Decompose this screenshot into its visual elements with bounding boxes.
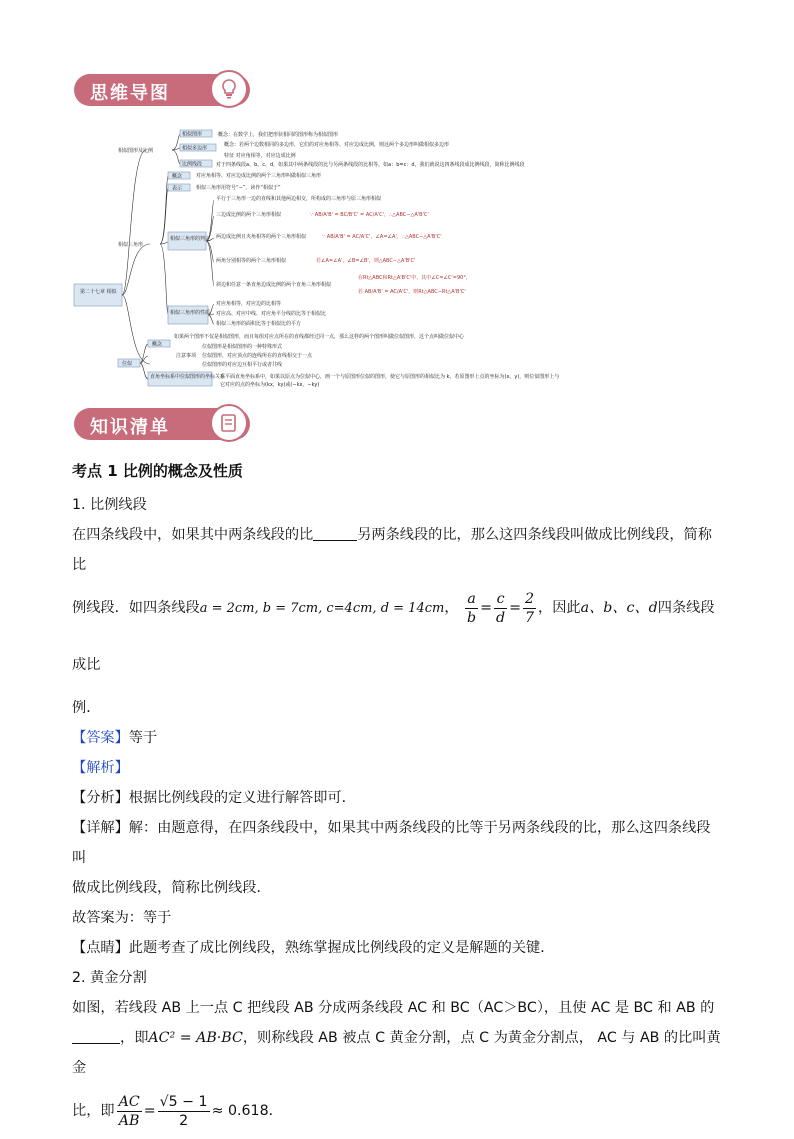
paragraph: 如图，若线段 AB 上一点 C 把线段 AB 分成两条线段 AC 和 BC（AC＞BC），且使 AC 是 BC 和 AB 的: [72, 1000, 715, 1016]
svg-text:若∠A=∠A'，∠B=∠B'，则△ABC∽△A'B'C': 若∠A=∠A'，∠B=∠B'，则△ABC∽△A'B'C': [316, 258, 416, 264]
mindmap-banner: [74, 74, 250, 106]
mindmap-root-box: [74, 284, 122, 306]
paragraph: 在四条线段中，如果其中两条线段的比 另两条线段的比，那么这四条线段叫做成比例线段，简称比: [72, 527, 712, 573]
svg-text:对应角相等，对应边的比相等: 对应角相等，对应边的比相等: [216, 301, 282, 307]
svg-text:特征 对应角相等，对应边成比例: 特征 对应角相等，对应边成比例: [224, 153, 296, 159]
svg-text:注意事项: 注意事项: [176, 353, 197, 359]
mindmap-branch-2: 相似三角形: [118, 242, 144, 248]
banner-title: 知识清单: [90, 417, 170, 438]
svg-text:相似三角形的判定: 相似三角形的判定: [170, 236, 211, 242]
analysis-line: 【分析】根据比例线段的定义进行解答即可．: [72, 790, 356, 806]
paragraph: ，即AC² = AB·BC，则称线段 AB 被点 C 黄金分割，点 C 为黄金分割点， AC 与 AB 的比叫黄金: [72, 1030, 721, 1076]
svg-text:概念: 概念: [152, 341, 163, 348]
notebook-icon: [210, 404, 248, 442]
answer-blank[interactable]: [313, 526, 357, 541]
svg-text:对应高、对应中线、对应角平分线的比等于相似比: 对应高、对应中线、对应角平分线的比等于相似比: [216, 311, 327, 317]
svg-text:相似多边形: 相似多边形: [182, 145, 208, 152]
analysis-label: 【解析】: [72, 760, 129, 776]
svg-text:比例线段: 比例线段: [182, 161, 203, 168]
paragraph: 例线段．如四条线段a = 2cm, b = 7cm, c=4cm, d = 14cm， $\frac{a}{b}$ = $\frac{c}{d}$ = $\frac{2}{7}$ ，因此a、b、c、d四条线段成比: [72, 590, 715, 673]
svg-text:斜边和任意一条直角边成比例的两个直角三角形相似: 斜边和任意一条直角边成比例的两个直角三角形相似: [216, 282, 332, 288]
subsection-title: 2. 黄金分割: [72, 970, 147, 986]
svg-text:两边成比例且夹角相等的两个三角形相似: 两边成比例且夹角相等的两个三角形相似: [216, 234, 307, 240]
svg-text:相似图形: 相似图形: [182, 131, 203, 138]
svg-text:位似图形，对应顶点的连线所在的直线相交于一点: 位似图形，对应顶点的连线所在的直线相交于一点: [202, 353, 313, 359]
knowledge-banner: [74, 408, 250, 440]
svg-text:对于四条线段a、b、c、d，如果其中两条线段的比与另两条线段: 对于四条线段a、b、c、d，如果其中两条线段的比与另两条线段的比相等，如a：b=c：d，我们就说这四条线段成比例线段，简称比例线段: [216, 162, 525, 168]
svg-text:相似三角形的面积比等于相似比的平方: 相似三角形的面积比等于相似比的平方: [216, 321, 302, 327]
svg-text:直角坐标系中位似图形的坐标关系: 直角坐标系中位似图形的坐标关系: [150, 374, 226, 380]
paragraph: 比，即 $\frac{AC}{AB}$ = $\frac{√5 - 1}{2}$ ≈ 0.618．: [72, 1093, 283, 1129]
mindmap-branch-1: 相似图形及比例: [118, 148, 154, 154]
svg-text:∵ AB/A'B' = AC/A'C'，∠A=∠A'，∴△A: ∵ AB/A'B' = AC/A'C'，∠A=∠A'，∴△ABC∽△A'B'C': [322, 234, 442, 240]
mindmap-root: 第二十七章 相似: [80, 289, 117, 295]
comment-line: 【点睛】此题考查了成比例线段，熟练掌握成比例线段的定义是解题的关键．: [72, 940, 555, 956]
conclusion-line: 故答案为：等于: [72, 910, 172, 926]
svg-text:对应角相等、对应边成比例的两个三角形叫做相似三角形: 对应角相等、对应边成比例的两个三角形叫做相似三角形: [196, 173, 322, 179]
mind-map: [68, 124, 668, 394]
svg-text:它对应的点的坐标为(kx，ky)或(−kx，−ky): 它对应的点的坐标为(kx，ky)或(−kx，−ky): [220, 382, 320, 388]
answer-line: 【答案】等于: [72, 730, 158, 746]
svg-text:∵ AB/A'B' = BC/B'C' = AC/A'C'，: ∵ AB/A'B' = BC/B'C' = AC/A'C'，∴△ABC∽△A'B'C': [310, 212, 429, 218]
paragraph: 例．: [72, 700, 101, 716]
svg-text:概念：若两个边数相同的多边形，它们的对应角相等、对应边成比例: 概念：若两个边数相同的多边形，它们的对应角相等、对应边成比例，则这两个多边形叫做相似多边形: [224, 142, 450, 148]
svg-text:位似图形的对应边互相平行或者共线: 位似图形的对应边互相平行或者共线: [202, 362, 283, 368]
svg-text:相似三角形用符号“∽”，读作“相似于”: 相似三角形用符号“∽”，读作“相似于”: [196, 185, 281, 191]
svg-text:三边成比例的两个三角形相似: 三边成比例的两个三角形相似: [216, 212, 282, 218]
section-heading: 考点 1 比例的概念及性质: [72, 462, 243, 480]
svg-text:表示: 表示: [172, 185, 183, 192]
svg-text:在Rt△ABC和Rt△A'B'C'中，其中∠C=∠C'=90: 在Rt△ABC和Rt△A'B'C'中，其中∠C=∠C'=90°，: [358, 275, 471, 281]
answer-blank[interactable]: [72, 1029, 120, 1044]
svg-text:概念：在数学上，我们把形状相同的图形称为相似图形: 概念：在数学上，我们把形状相同的图形称为相似图形: [218, 132, 339, 138]
mindmap-branch-3: 位似: [122, 361, 133, 367]
svg-text:概念: 概念: [172, 173, 183, 180]
detail-line: 【详解】解：由题意得，在四条线段中，如果其中两条线段的比等于另两条线段的比，那么这四条线段叫: [72, 820, 711, 866]
svg-text:两角分别相等的两个三角形相似: 两角分别相等的两个三角形相似: [216, 258, 287, 264]
lightbulb-icon: [210, 70, 248, 108]
svg-text:平行于三角形一边的直线和其他两边相交，所构成的三角形与原三角: 平行于三角形一边的直线和其他两边相交，所构成的三角形与原三角形相似: [216, 196, 382, 202]
subsection-title: 1. 比例线段: [72, 497, 147, 513]
banner-title: 思维导图: [90, 83, 170, 104]
content: [72, 456, 722, 1139]
svg-text:如果两个图形不仅是相似图形，而且每组对应点所在的直线都经过同: 如果两个图形不仅是相似图形，而且每组对应点所在的直线都经过同一点，那么这样的两个图形叫做位似图形，这个点叫做位似中心: [174, 334, 465, 340]
svg-text:若 AB/A'B' = AC/A'C'，则Rt△ABC∽Rt: 若 AB/A'B' = AC/A'C'，则Rt△ABC∽Rt△A'B'C': [358, 289, 466, 295]
svg-text:在平面直角坐标系中，如果以原点为位似中心，画一个与原图形位似: 在平面直角坐标系中，如果以原点为位似中心，画一个与原图形位似的图形，使它与原图形的相似比为 k，若原图形上点的坐标为(x，y)，则位似图形上与: [220, 374, 560, 380]
svg-text:位似图形是相似图形的一种特殊形式: 位似图形是相似图形的一种特殊形式: [202, 344, 283, 350]
svg-text:相似三角形的性质: 相似三角形的性质: [170, 310, 211, 316]
detail-line: 做成比例线段，简称比例线段．: [72, 880, 271, 896]
